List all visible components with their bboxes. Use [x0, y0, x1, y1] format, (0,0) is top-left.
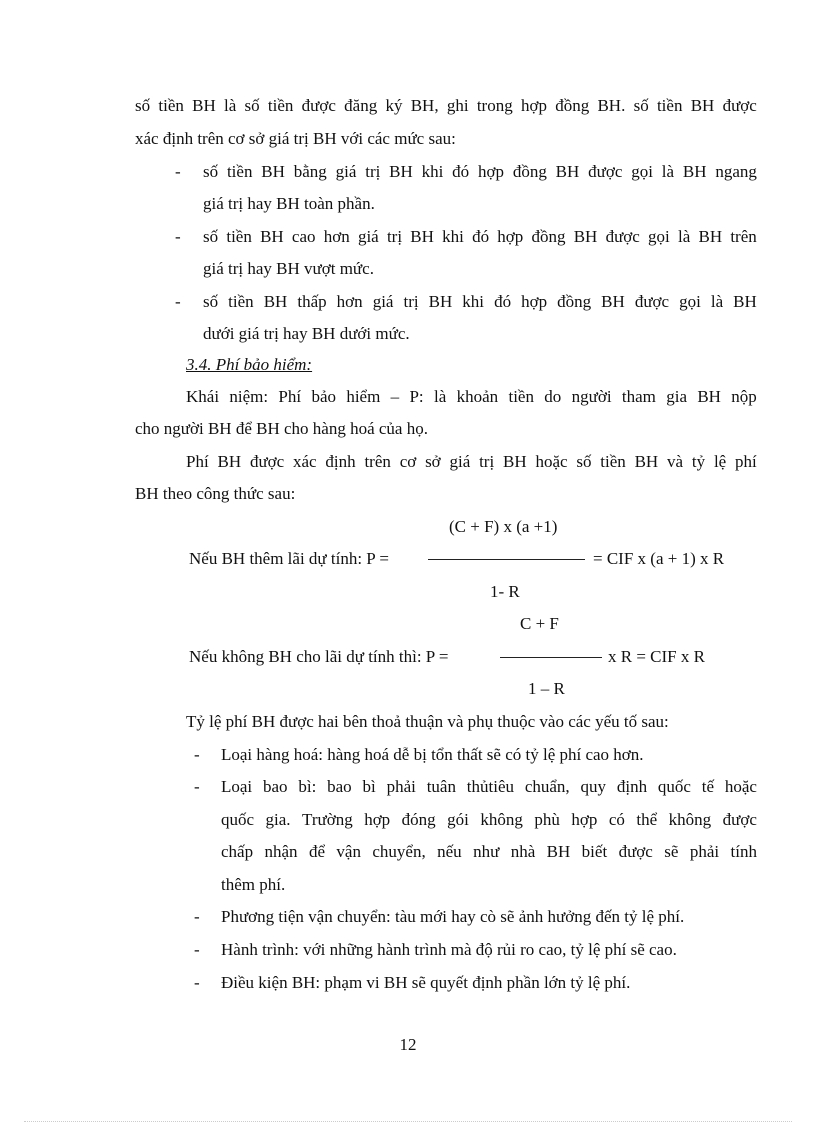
word: giá	[372, 292, 394, 311]
word: số	[633, 96, 649, 115]
word: trong	[476, 96, 513, 115]
word: như	[473, 842, 500, 861]
word: ký	[385, 96, 403, 115]
word: đóng	[401, 810, 436, 829]
word: tính	[730, 842, 757, 861]
word: BH	[503, 452, 527, 471]
word: khoản	[456, 387, 499, 406]
word: trị	[403, 292, 419, 311]
word: hơn	[323, 227, 350, 246]
word: hoặc	[535, 452, 568, 471]
word: BH	[697, 387, 721, 406]
word: BH	[410, 227, 434, 246]
word: chuyển,	[372, 842, 426, 861]
word: tỷ	[691, 452, 706, 471]
bullet-dash: -	[194, 973, 200, 992]
word: tiền	[656, 96, 683, 115]
word: do	[544, 387, 562, 406]
word: quốc	[657, 777, 691, 796]
word: khi	[421, 162, 444, 181]
paragraph-3-line-1	[186, 451, 757, 473]
word: là	[661, 162, 675, 181]
word: giá	[357, 227, 379, 246]
word: được	[722, 96, 757, 115]
word: gọi	[679, 292, 701, 311]
formula-2-denominator: 1 – R	[528, 679, 565, 698]
formula-2-lhs: Nếu không BH cho lãi dự tính thì: P =	[189, 647, 449, 666]
word: Trường	[302, 810, 353, 829]
word: hợp	[478, 162, 504, 181]
word: BH	[555, 162, 580, 181]
bullet-a1-line-2: giá trị hay BH toàn phần.	[203, 194, 375, 213]
word: bì	[362, 777, 376, 796]
word: hợp	[571, 810, 598, 829]
paragraph-2-line-2: cho người BH để BH cho hàng hoá của họ.	[135, 419, 428, 438]
word: trị	[386, 227, 403, 246]
word: nếu	[437, 842, 462, 861]
word: ghi	[446, 96, 469, 115]
word: tuân	[426, 777, 456, 796]
word: tế	[701, 777, 715, 796]
bullet-a2-line-2: giá trị hay BH vượt mức.	[203, 259, 374, 278]
word: BH.	[597, 96, 626, 115]
bullet-dash: -	[175, 292, 181, 311]
word: phải	[689, 842, 720, 861]
word: Khái	[186, 387, 220, 406]
paragraph-3-line-2: BH theo công thức sau:	[135, 484, 296, 503]
bullet-b5-line-1: Điều kiện BH: phạm vi BH sẽ quyết định phần lớn tỷ lệ phí.	[221, 973, 631, 992]
word: số	[203, 227, 219, 246]
word: xác	[293, 452, 317, 471]
word: Loại	[221, 777, 253, 796]
word: –	[390, 387, 400, 406]
word: hợp	[497, 227, 524, 246]
word: thể	[636, 810, 658, 829]
word: nhà	[510, 842, 536, 861]
word: BH	[428, 292, 453, 311]
word: gói	[447, 810, 469, 829]
word: đồng	[531, 227, 566, 246]
word: gia.	[265, 810, 291, 829]
word: đó	[472, 227, 490, 246]
formula-2-numerator: C + F	[520, 614, 559, 633]
word: không	[480, 810, 523, 829]
word: số	[244, 96, 260, 115]
word: tiền	[508, 387, 534, 406]
formula-1-rhs: = CIF x (a + 1) x R	[593, 549, 725, 568]
word: là	[710, 292, 724, 311]
word: BH	[601, 292, 625, 311]
word: định	[616, 777, 648, 796]
word: khi	[442, 227, 464, 246]
word: lệ	[713, 452, 727, 471]
word: đồng	[512, 162, 547, 181]
word: số	[203, 162, 219, 181]
word: trị	[365, 162, 381, 181]
word: BH	[260, 227, 284, 246]
word: tiền	[267, 96, 294, 115]
word: tham	[621, 387, 656, 406]
word: tiền	[226, 162, 253, 181]
word: được	[605, 227, 640, 246]
word: có	[608, 810, 625, 829]
bullet-a2-line-1	[203, 226, 757, 248]
word: trên	[364, 452, 391, 471]
word: đồng	[557, 292, 592, 311]
formula-2-fraction-bar	[500, 657, 602, 658]
word: ngang	[715, 162, 757, 181]
word: giá	[335, 162, 357, 181]
word: tiền	[600, 452, 626, 471]
formula-1-fraction-bar	[428, 559, 585, 560]
section-heading: 3.4. Phí bảo hiểm:	[186, 355, 313, 374]
word: biết	[581, 842, 608, 861]
bullet-b1-line-1: Loại hàng hoá: hàng hoá dễ bị tổn thất sẽ có tỷ lệ phí cao hơn.	[221, 745, 644, 764]
word: gọi	[631, 162, 653, 181]
word: quy	[580, 777, 607, 796]
paragraph-1-line-2: xác định trên cơ sở giá trị BH với các mức sau:	[135, 129, 456, 148]
word: là	[433, 387, 447, 406]
word: BH	[261, 162, 285, 181]
word: P:	[409, 387, 424, 406]
word: đồng	[555, 96, 590, 115]
bullet-dash: -	[194, 907, 200, 926]
word: hoặc	[724, 777, 757, 796]
word: BH	[682, 162, 707, 181]
word: phí	[735, 452, 757, 471]
word: BH	[634, 452, 659, 471]
formula-1-lhs: Nếu BH thêm lãi dự tính: P =	[189, 549, 389, 568]
word: BH	[192, 96, 216, 115]
formula-2-rhs: x R = CIF x R	[608, 647, 705, 666]
bullet-b4-line-1: Hành trình: với những hành trình mà độ rủi ro cao, tỷ lệ phí sẽ cao.	[221, 940, 677, 959]
bullet-b2-line-4: thêm phí.	[221, 875, 286, 894]
word: bao	[262, 777, 288, 796]
word: hiểm	[346, 387, 381, 406]
formula-1-denominator: 1- R	[490, 582, 520, 601]
word: chuẩn,	[524, 777, 570, 796]
word: đó	[452, 162, 470, 181]
word: nhận	[264, 842, 298, 861]
word: trị	[479, 452, 495, 471]
word: tiền	[228, 292, 254, 311]
word: hợp	[521, 292, 548, 311]
word: vận	[336, 842, 361, 861]
word: hợp	[520, 96, 547, 115]
word: trên	[730, 227, 757, 246]
word: được	[301, 96, 336, 115]
word: người	[571, 387, 612, 406]
bullet-dash: -	[194, 940, 200, 959]
word: đăng	[344, 96, 378, 115]
word: BH	[573, 227, 598, 246]
word: phù	[534, 810, 560, 829]
word: sẽ	[664, 842, 679, 861]
word: sở	[425, 452, 441, 471]
word: là	[224, 96, 237, 115]
bullet-b2-line-3	[221, 841, 757, 863]
word: tiền	[158, 96, 184, 115]
word: chấp	[221, 842, 254, 861]
word: BH	[546, 842, 571, 861]
word: được	[722, 810, 757, 829]
word: BH	[690, 96, 715, 115]
word: BH	[217, 452, 242, 471]
word: khi	[462, 292, 485, 311]
word: BH	[733, 292, 757, 311]
word: tiền	[226, 227, 252, 246]
word: được	[249, 452, 285, 471]
word: được	[634, 292, 670, 311]
bullet-dash: -	[194, 745, 200, 764]
word: số	[576, 452, 592, 471]
bullet-b2-line-2	[221, 809, 757, 831]
word: hơn	[336, 292, 363, 311]
word: niệm:	[229, 387, 269, 406]
formula-1-numerator: (C + F) x (a +1)	[449, 517, 558, 536]
word: bảo	[311, 387, 336, 406]
word: để	[308, 842, 325, 861]
word: và	[667, 452, 684, 471]
bullet-b2-line-1	[221, 776, 757, 798]
word: nộp	[731, 387, 757, 406]
bullet-a3-line-2: dưới giá trị hay BH dưới mức.	[203, 324, 410, 343]
word: số	[135, 96, 151, 115]
word: gia	[666, 387, 687, 406]
word: Phí	[186, 452, 209, 471]
word: bì:	[298, 777, 317, 796]
bullet-dash: -	[194, 777, 200, 796]
bullet-a1-line-1	[203, 161, 757, 183]
bullet-b3-line-1: Phương tiện vận chuyển: tàu mới hay cò sẽ ảnh hưởng đến tỷ lệ phí.	[221, 907, 685, 926]
word: cao	[291, 227, 316, 246]
paragraph-1-line-1	[135, 95, 757, 117]
word: Phí	[278, 387, 302, 406]
word: định	[325, 452, 356, 471]
word: bằng	[293, 162, 327, 181]
word: được	[618, 842, 653, 861]
word: phải	[386, 777, 416, 796]
word: hợp	[364, 810, 391, 829]
page-number: 12	[399, 1035, 417, 1054]
bullet-dash: -	[175, 162, 181, 181]
word: gọi	[648, 227, 670, 246]
word: được	[588, 162, 623, 181]
word: bao	[327, 777, 352, 796]
word: giá	[449, 452, 471, 471]
word: thấp	[297, 292, 327, 311]
word: BH	[698, 227, 723, 246]
word: quốc	[221, 810, 255, 829]
page-bottom-divider	[24, 1121, 792, 1122]
word: thủtiêu	[466, 777, 515, 796]
word: cơ	[399, 452, 417, 471]
paragraph-2-line-1	[186, 386, 757, 408]
word: số	[203, 292, 219, 311]
word: không	[668, 810, 712, 829]
word: BH	[389, 162, 413, 181]
word: BH	[263, 292, 288, 311]
bullet-dash: -	[175, 227, 181, 246]
paragraph-4: Tỷ lệ phí BH được hai bên thoả thuận và phụ thuộc vào các yếu tố sau:	[186, 712, 669, 731]
word: là	[677, 227, 691, 246]
word: đó	[494, 292, 512, 311]
word: BH,	[410, 96, 439, 115]
bullet-a3-line-1	[203, 291, 757, 313]
